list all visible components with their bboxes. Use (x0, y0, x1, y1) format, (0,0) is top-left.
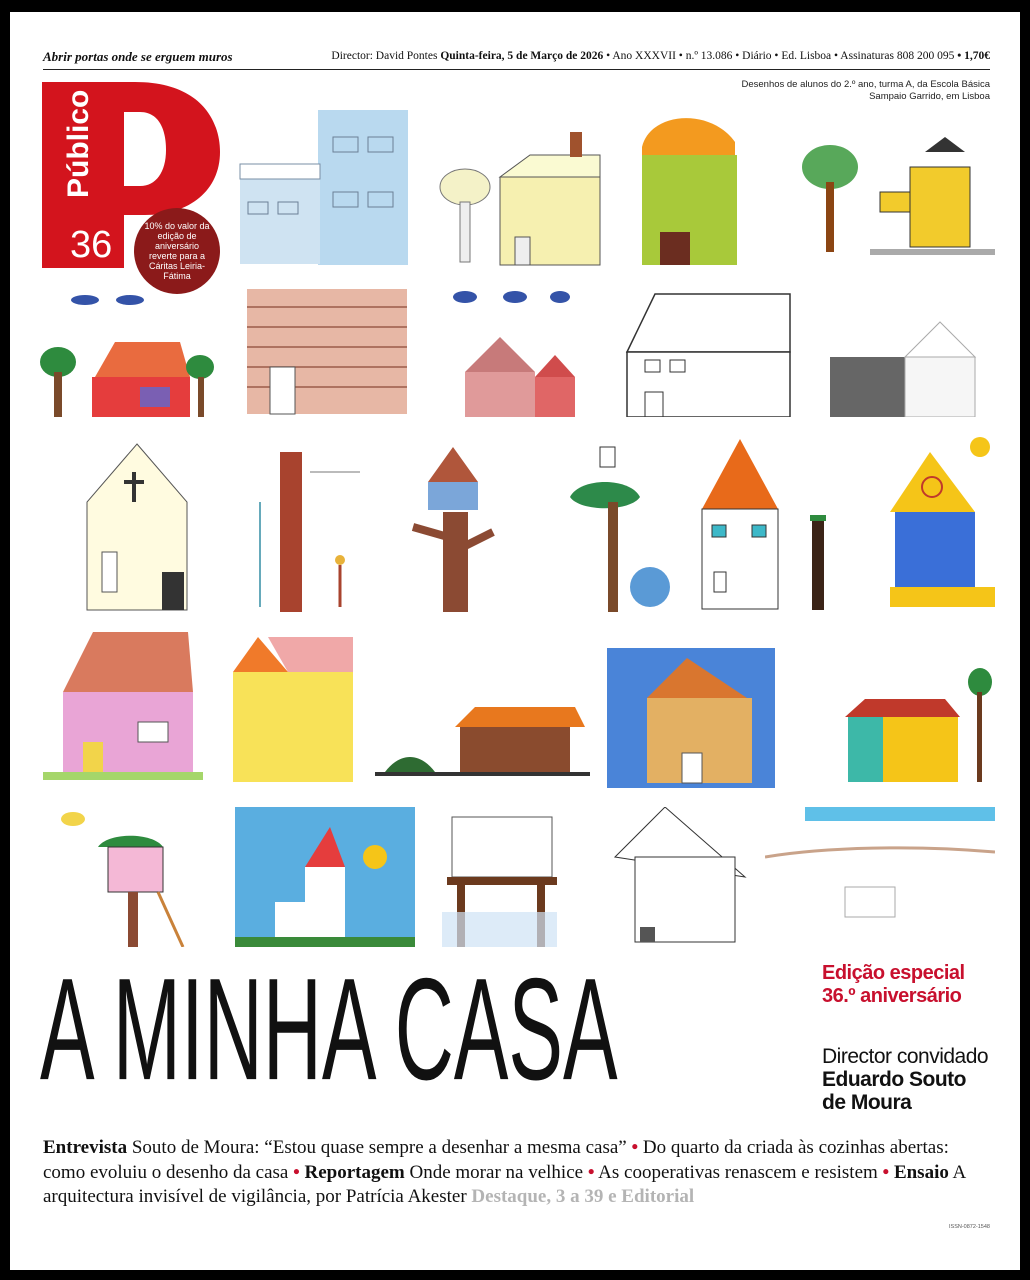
teaser-essay-text: A arquitectura invisível de vigilância, por Patrícia Akester (43, 1161, 966, 1208)
drawing-red-house-trees (40, 292, 220, 417)
drawing-cabin-palm (840, 637, 995, 787)
header-rule (43, 69, 990, 70)
special-edition-line2: 36.º aniversário (822, 985, 962, 1007)
drawing-cottage-blue-sky (607, 648, 775, 788)
charity-badge: 10% do valor da edição de aniversário reverte para a Cáritas Leiria-Fátima (134, 208, 220, 294)
separator: • (587, 1161, 595, 1183)
drawing-pink-houses (440, 287, 600, 417)
issn: ISSN-0872-1548 (949, 1224, 990, 1230)
separator: • (293, 1161, 300, 1183)
teasers (43, 1136, 993, 1210)
drawings-credit: Desenhos de alunos do 2.º ano, turma A, da Escola Básica Sampaio Garrido, em Lisboa (741, 79, 990, 103)
drawing-orange-roof-house (700, 437, 840, 612)
drawing-pink-house (43, 632, 203, 782)
issue-date: Quinta-feira, 5 de Março de 2026 (440, 50, 604, 62)
director-label: Director: David Pontes (331, 50, 438, 62)
teaser-report-label: Reportagem (304, 1161, 405, 1183)
drawing-tree-and-pagoda-house (800, 137, 995, 267)
teaser-essay-label: Ensaio (893, 1161, 949, 1183)
teaser-report-text: Onde morar na velhice (404, 1161, 588, 1183)
drawing-grey-house (825, 317, 995, 417)
guest-director-name-1: Eduardo Souto (822, 1068, 966, 1092)
logo-anniversary: 36 (70, 224, 113, 266)
drawing-striped-house (245, 287, 410, 415)
drawing-tall-tower (240, 442, 370, 612)
teaser-interview-label: Entrevista (43, 1137, 128, 1158)
drawing-brown-lodge (375, 692, 595, 782)
teaser-interview-text: Souto de Moura: “Estou quase sempre a desenhar a mesma casa” (127, 1137, 632, 1158)
newspaper-front-page (10, 12, 1020, 1270)
drawing-yellow-block (228, 632, 358, 782)
masthead-info (331, 50, 990, 62)
teaser-design-text: Do quarto da criada às cozinhas abertas: como evoluiu o desenho da casa (43, 1137, 949, 1183)
drawing-stilt-house (442, 807, 557, 947)
drawing-yellow-house-tree (430, 127, 610, 267)
logo-name: Público (62, 89, 95, 198)
special-edition-line1: Edição especial (822, 962, 965, 984)
drawing-red-roof-sky (235, 807, 415, 947)
separator: • (882, 1161, 890, 1183)
special-edition (822, 962, 965, 1008)
drawing-tree-swing (560, 442, 680, 612)
drawing-outline-house (625, 292, 795, 417)
drawing-treehouse (398, 437, 538, 612)
drawing-treehouse-pink (43, 807, 223, 947)
guest-director (822, 1045, 988, 1114)
drawing-sketch-house (595, 807, 755, 947)
teaser-pages: Destaque, 3 a 39 e Editorial (471, 1186, 695, 1208)
price: • 1,70€ (957, 50, 990, 62)
drawing-beach-sketch (765, 807, 995, 947)
issue-info: • Ano XXXVII • n.º 13.086 • Diário • Ed. Lisboa • Assinaturas 808 200 095 (606, 50, 955, 62)
drawing-church-house (82, 442, 192, 612)
headline-text: A MINHA CASA (40, 948, 618, 1110)
drawing-green-house (640, 107, 740, 267)
separator: • (631, 1137, 639, 1158)
strapline: Abrir portas onde se erguem muros (43, 49, 233, 64)
teaser-cooperatives-text: As cooperativas renascem e resistem (594, 1161, 883, 1183)
drawing-blue-apartment-block (238, 102, 410, 265)
guest-director-label: Director convidado (822, 1045, 989, 1068)
drawing-blue-house-yellow-roof (885, 437, 995, 612)
guest-director-name-2: de Moura (822, 1091, 912, 1115)
